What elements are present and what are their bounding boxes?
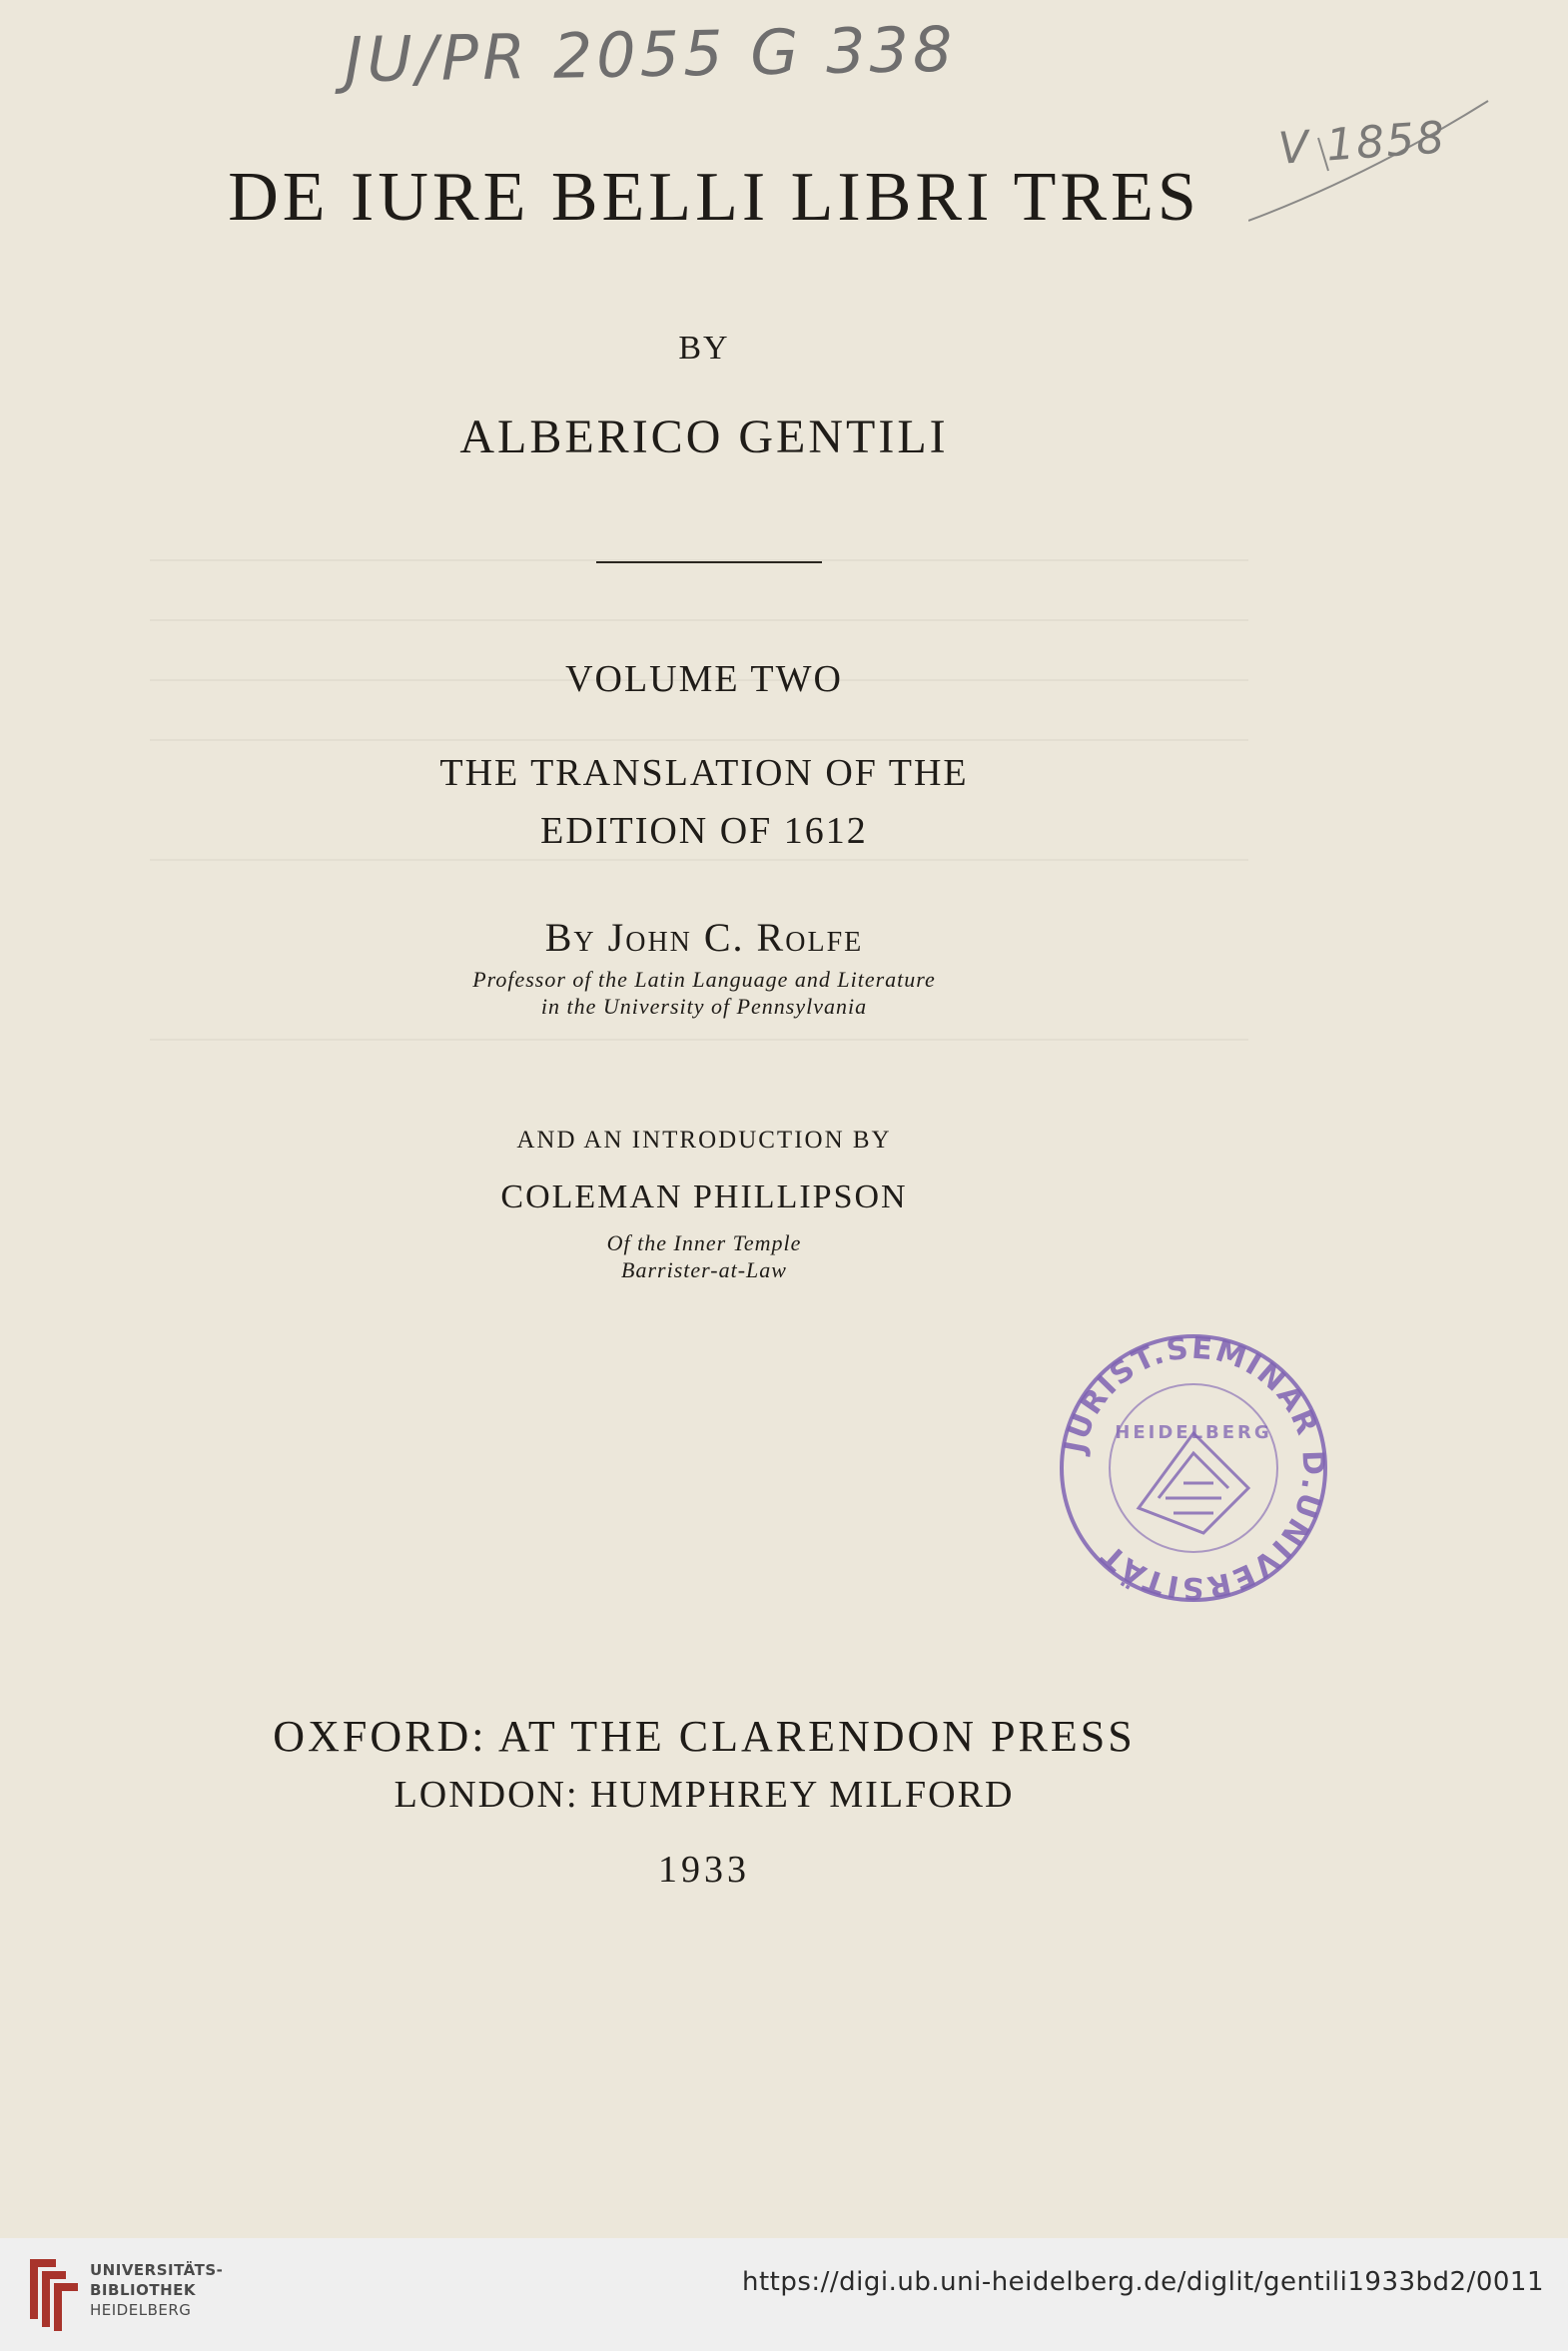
introducer-role-line-2: Barrister-at-Law — [621, 1257, 787, 1282]
translator-name: By John C. Rolfe — [544, 915, 864, 960]
book-title: DE IURE BELLI LIBRI TRES — [228, 159, 1200, 236]
introducer-name: COLEMAN PHILLIPSON — [500, 1178, 908, 1215]
translator-role-line-1: Professor of the Latin Language and Literature — [472, 967, 936, 992]
introducer-role-line-1: Of the Inner Temple — [606, 1230, 802, 1255]
translation-line-1: THE TRANSLATION OF THE — [439, 752, 969, 794]
introduction-label: AND AN INTRODUCTION BY — [516, 1127, 892, 1154]
library-name-line-3: HEIDELBERG — [90, 2301, 192, 2319]
library-name-line-2: BIBLIOTHEK — [90, 2281, 196, 2299]
handwritten-pencil-note: V 1858 — [1276, 112, 1448, 175]
imprint-publisher: OXFORD: AT THE CLARENDON PRESS — [273, 1712, 1136, 1761]
title-divider-rule — [596, 561, 822, 563]
show-through-line — [150, 619, 1248, 621]
library-stamp — [1054, 1328, 1333, 1608]
show-through-line — [150, 739, 1248, 741]
translator-role-line-2: in the University of Pennsylvania — [540, 994, 868, 1019]
by-label: BY — [678, 330, 730, 367]
library-logo-icon[interactable] — [22, 2253, 84, 2333]
volume-label: VOLUME TWO — [565, 658, 843, 700]
library-name-line-1: UNIVERSITÄTS- — [90, 2261, 224, 2279]
imprint-publisher-london: LONDON: HUMPHREY MILFORD — [393, 1774, 1015, 1816]
show-through-line — [150, 1039, 1248, 1041]
author-name: ALBERICO GENTILI — [459, 410, 949, 463]
handwritten-shelfmark: JU/PR 2055 G 338 — [344, 12, 957, 97]
imprint-year: 1933 — [658, 1849, 750, 1891]
translation-line-2: EDITION OF 1612 — [540, 810, 868, 852]
show-through-line — [150, 859, 1248, 861]
source-url-link[interactable]: https://digi.ub.uni-heidelberg.de/diglit/gentili1933bd2/0011 — [741, 2267, 1544, 2297]
svg-text:JURIST.SEMINAR D.UNIVERSITÄT: JURIST.SEMINAR D.UNIVERSITÄT — [1058, 1330, 1331, 1606]
svg-text:HEIDELBERG: HEIDELBERG — [1115, 1422, 1272, 1443]
